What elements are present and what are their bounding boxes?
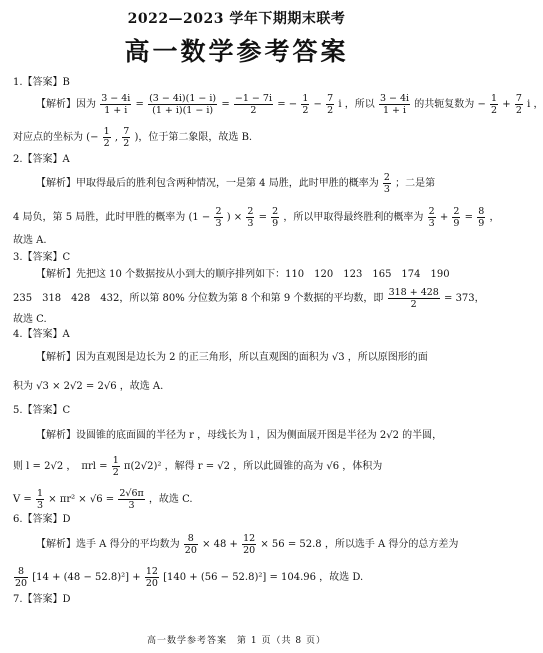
q3-answer: 3.【答案】C [13,252,71,263]
q6-f1d: 20 [184,545,197,556]
q1-frac6 [379,93,410,116]
q5-analysis-line2 [13,455,382,478]
q5-f3d: 3 [128,500,135,511]
q2-b-post: ， [489,212,500,223]
q1-f9d: 2 [103,138,110,149]
q5-analysis-line3 [13,488,193,511]
q2-f7n: 8 [478,206,485,217]
q6-f1n: 8 [184,533,198,545]
q1-f3d: 2 [250,105,257,116]
q6-answer: 6.【答案】D [13,514,71,525]
q5-c-post: ，故选 C. [148,494,193,505]
q2-analysis-line2 [13,206,499,229]
q6-b-post: [140 + (56 − 52.8)²] = 104.96 ，故选 D. [163,572,364,583]
q3-b-post: = 373， [444,293,485,304]
q6-frac2 [242,533,256,556]
q5-f2n: 1 [36,488,44,499]
q6-f4d: 20 [145,578,158,589]
q1-f7d: 2 [491,105,498,116]
q2-a-post: ；二是第 [395,178,436,189]
q5-b-pre: 则 l = 2√2 ， πrl = [13,461,108,472]
q7-answer: 7.【答案】D [13,594,71,605]
q1-f10n: 7 [123,126,130,137]
q2-f2d: 3 [215,218,222,229]
q6-frac3 [14,566,28,589]
q2-frac6 [452,206,460,229]
q1-f2d: (1 + i)(1 − i) [152,105,214,116]
q4-answer: 4.【答案】A [13,329,70,340]
q2-frac4 [271,206,279,229]
q2-frac7 [477,206,485,229]
q6-analysis-line1 [36,533,458,556]
q6-f4n: 12 [145,566,158,577]
q6-f2n: 12 [243,533,256,544]
q5-frac3 [118,488,144,511]
q1-f2n: (3 − 4i)(1 − i) [149,93,217,104]
q2-f5n: 2 [428,206,435,217]
q5-f3n: 2√6π [119,488,144,499]
q6-a-pre: 【解析】选手 A 得分的平均数为 [36,539,180,550]
q6-f2d: 20 [243,545,256,556]
page-title: 高一数学参考答案 [124,37,349,66]
q2-a-pre: 【解析】甲取得最后的胜利包含两种情况，一是第 4 局胜，此时甲胜的概率为 [36,178,379,189]
q3-conclusion: 故选 C. [13,314,47,325]
q2-f7d: 9 [478,218,485,229]
q1-f1d: 1 + i [104,105,128,116]
q1-f4d: 2 [302,105,309,116]
q1-b-pre: 对应点的坐标为 (− [13,132,99,143]
q6-f3n: 8 [14,566,28,578]
q1-f8d: 2 [515,105,522,116]
q1-f8n: 7 [515,93,522,104]
q6-frac1 [184,533,198,556]
q3-analysis-line2 [13,287,485,310]
q2-b-pre: 4 局负，第 5 局胜，此时甲胜的概率为 (1 − [13,212,211,223]
q2-b-mid3: ，所以甲取得最终胜利的概率为 [283,212,424,223]
q2-answer: 2.【答案】A [13,154,70,165]
q1-b-post: )，位于第二象限，故选 B. [134,132,253,143]
q1-frac4 [301,93,309,116]
q1-f7n: 1 [491,93,498,104]
q1-mid4: + [502,99,511,110]
q1-f10d: 2 [123,138,130,149]
q2-f1n: 2 [383,172,390,183]
q6-b-mid1: [14 + (48 − 52.8)²] + [32,572,141,583]
q2-f6n: 2 [453,206,460,217]
q1-b-mid: , [114,132,119,143]
q2-analysis-line1 [36,172,435,195]
q2-b-mid5: = [464,212,474,223]
q4-analysis-line1: 【解析】因为直观图是边长为 2 的正三角形，所以直观图的面积为 √3 ，所以原图形的面 [36,352,428,363]
q5-c-pre: V = [13,494,32,505]
q6-analysis-line2 [13,566,363,589]
q2-f5d: 3 [428,218,435,229]
q4-analysis-line2: 积为 √3 × 2√2 = 2√6 ，故选 A. [13,381,164,392]
q2-f2n: 2 [215,206,222,217]
q3-frac1 [388,287,440,310]
q2-frac3 [246,206,254,229]
q2-frac1 [383,172,391,195]
q1-f5d: 2 [327,105,334,116]
q1-frac10 [122,126,130,149]
q1-f3n: −1 − 7i [234,93,272,104]
q5-f1n: 1 [112,455,119,466]
q1-eq1: = [135,99,144,110]
q1-f5n: 7 [327,93,334,104]
q6-f3d: 20 [15,578,28,589]
q1-f6n: 3 − 4i [379,93,410,104]
q1-mid3: 的共轭复数为 − [414,99,486,110]
q1-f1n: 3 − 4i [101,93,131,104]
q1-answer: 1.【答案】B [13,77,70,88]
q2-frac2 [214,206,222,229]
q2-b-mid4: + [439,212,449,223]
q2-f3n: 2 [247,206,254,217]
q1-mid1: − [313,99,322,110]
q2-f6d: 9 [453,218,460,229]
q3-f1n: 318 + 428 [388,287,439,298]
q1-mid5: i ， [527,99,543,110]
q6-a-mid1: × 48 + [202,539,238,550]
q5-frac1 [112,455,120,478]
q1-frac9 [103,126,111,149]
q1-frac8 [515,93,523,116]
page-footer: 高一数学参考答案 第 1 页（共 8 页） [147,636,326,646]
q1-mid2: i ，所以 [338,99,375,110]
q2-f1d: 3 [383,184,390,195]
q2-conclusion: 故选 A. [13,235,47,246]
q5-f1d: 2 [112,467,119,478]
q6-a-mid2: × 56 = 52.8 ，所以选手 A 得分的总方差为 [260,539,459,550]
q1-analysis-line2 [13,126,252,149]
q2-frac5 [428,206,436,229]
q5-answer: 5.【答案】C [13,405,71,416]
q1-frac2 [148,93,217,116]
q1-f4n: 1 [302,93,309,104]
exam-title: 2022—2023 学年下期期末联考 [127,11,346,27]
q1-frac7 [490,93,498,116]
q1-f9n: 1 [103,126,110,137]
q3-analysis-line1: 【解析】先把这 10 个数据按从小到大的顺序排列如下：110 120 123 165 174 190 [36,269,450,280]
q1-eq2: = [221,99,230,110]
q1-a-pre: 【解析】因为 [36,99,96,110]
q1-frac1 [100,93,131,116]
q3-f1d: 2 [410,299,417,310]
q5-f2d: 3 [36,500,44,511]
q2-b-mid1: ) × [226,212,243,223]
q6-frac4 [145,566,159,589]
q2-f3d: 3 [247,218,254,229]
q5-analysis-line1: 【解析】设圆锥的底面圆的半径为 r ，母线长为 l ，因为侧面展开图是半径为 2√2 的半圆， [36,430,443,441]
q5-frac2 [36,488,44,511]
q1-f6d: 1 + i [382,105,407,116]
q5-b-post: π(2√2)² ，解得 r = √2 ，所以此圆锥的高为 √6 ，体积为 [123,461,383,472]
q1-frac5 [326,93,334,116]
q1-eq3: = − [277,99,298,110]
q3-b-pre: 235 318 428 432，所以第 80% 分位数为第 8 个和第 9 个数据的平均数，即 [13,293,384,304]
q2-f4d: 9 [272,218,279,229]
q2-b-mid2: = [258,212,267,223]
q1-frac3 [234,93,273,116]
q5-c-mid: × πr² × √6 = [48,494,115,505]
q2-f4n: 2 [272,206,279,217]
q1-analysis-line1 [36,93,543,116]
